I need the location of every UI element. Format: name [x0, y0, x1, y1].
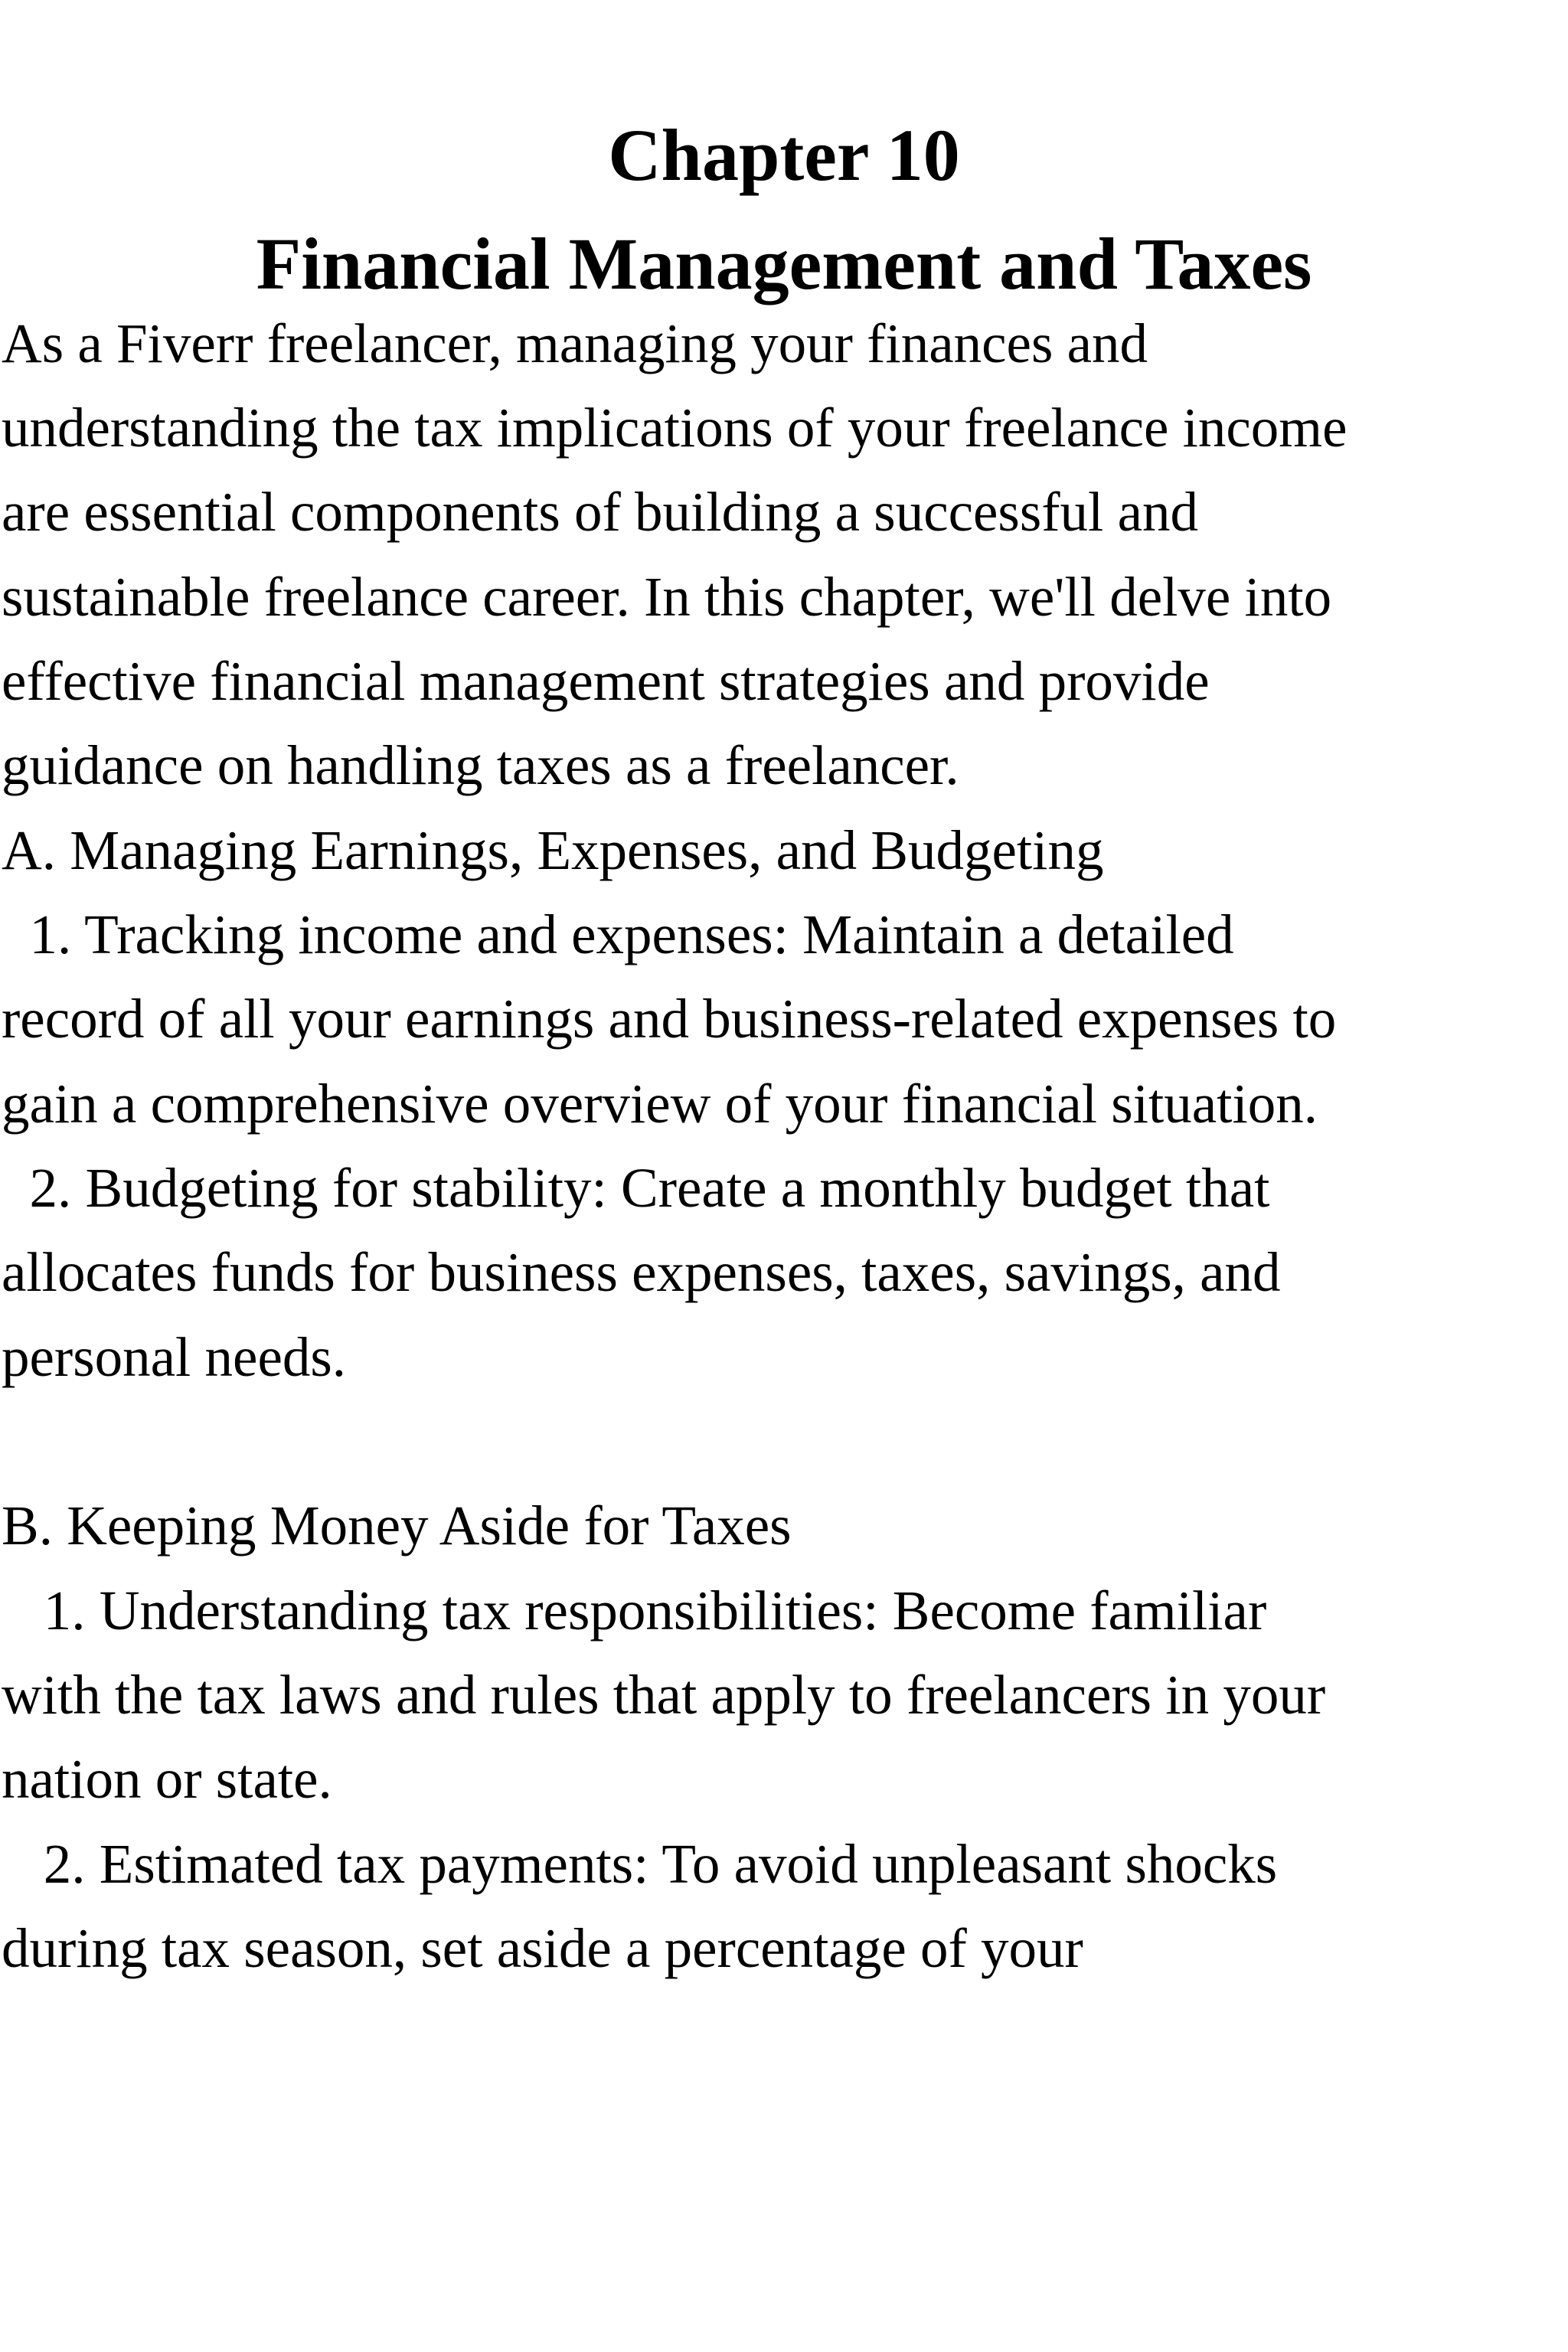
- section-a-item-1-line-3: gain a comprehensive overview of your financial situation.: [2, 1073, 1318, 1135]
- section-a-item-1-line-2: record of all your earnings and business-related expenses to: [2, 988, 1337, 1050]
- section-b-item-1-line-1: 1. Understanding tax responsibilities: Become familiar: [2, 1579, 1267, 1642]
- section-a-item-1-line-1: 1. Tracking income and expenses: Maintain a detailed: [2, 903, 1234, 965]
- section-b-item-2-line-2: during tax season, set aside a percentage of your: [2, 1917, 1083, 1979]
- intro-paragraph-line-3: are essential components of building a successful and: [2, 481, 1198, 543]
- intro-paragraph-line-6: guidance on handling taxes as a freelancer.: [2, 734, 959, 796]
- section-a-item-2-line-3: personal needs.: [2, 1326, 347, 1388]
- section-a-item-2-line-2: allocates funds for business expenses, taxes, savings, and: [2, 1241, 1281, 1303]
- section-b-item-1-line-2: with the tax laws and rules that apply to freelancers in your: [2, 1664, 1326, 1726]
- intro-paragraph-line-2: understanding the tax implications of your freelance income: [2, 397, 1348, 459]
- section-a-heading: A. Managing Earnings, Expenses, and Budgeting: [2, 819, 1104, 881]
- chapter-number: Chapter 10: [608, 114, 960, 196]
- intro-paragraph-line-4: sustainable freelance career. In this chapter, we'll delve into: [2, 566, 1332, 628]
- section-a-item-2-line-1: 2. Budgeting for stability: Create a monthly budget that: [2, 1157, 1270, 1219]
- intro-paragraph-line-1: As a Fiverr freelancer, managing your finances and: [2, 312, 1148, 374]
- chapter-title: Financial Management and Taxes: [256, 223, 1312, 305]
- intro-paragraph-line-5: effective financial management strategies and provide: [2, 650, 1210, 712]
- section-b-item-1-line-3: nation or state.: [2, 1748, 332, 1810]
- section-b-item-2-line-1: 2. Estimated tax payments: To avoid unpleasant shocks: [2, 1833, 1278, 1895]
- section-b-heading: B. Keeping Money Aside for Taxes: [2, 1494, 792, 1557]
